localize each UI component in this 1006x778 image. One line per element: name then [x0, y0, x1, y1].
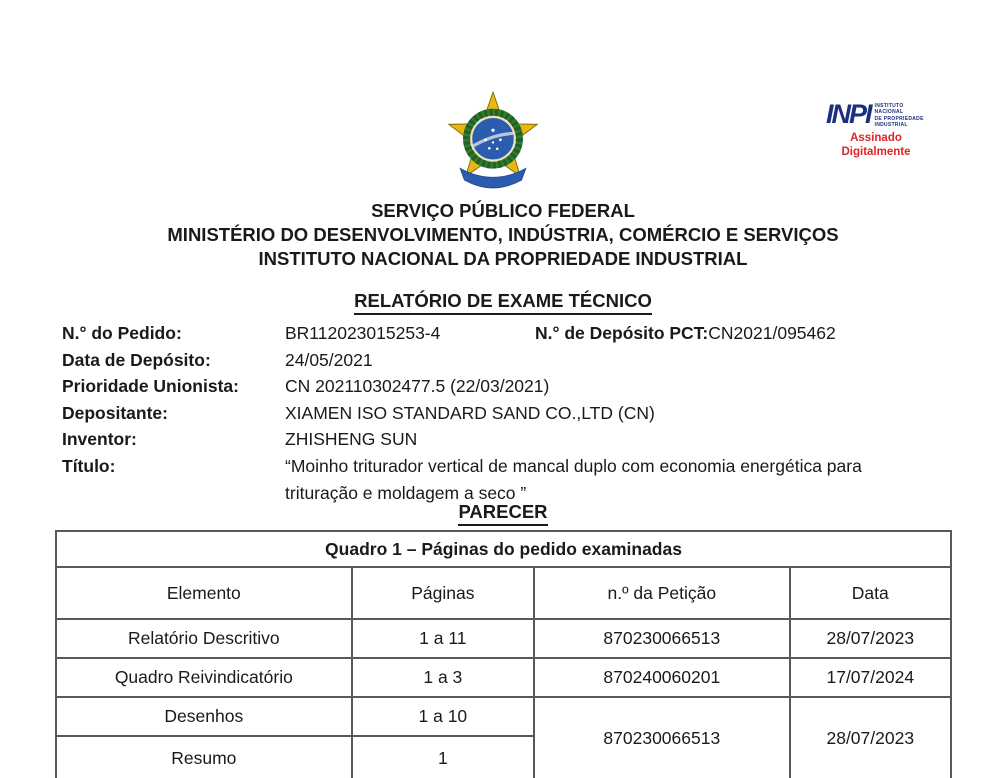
col-header-data: Data: [790, 567, 951, 619]
prioridade-label: Prioridade Unionista:: [62, 376, 239, 397]
table-row: [56, 658, 951, 697]
inpi-org-line1: INSTITUTO: [874, 103, 904, 109]
pct-label: N.° de Depósito PCT:: [535, 323, 709, 343]
inpi-org-line3: DE PROPRIEDADE: [874, 115, 924, 122]
col-header-elemento: Elemento: [56, 567, 352, 619]
pct-value: CN2021/095462: [708, 323, 836, 343]
field-row-pedido: [62, 320, 972, 347]
report-title: RELATÓRIO DE EXAME TÉCNICO: [0, 290, 1006, 315]
titulo-value: “Moinho triturador vertical de mancal duplo com economia energética para trituração e moldagem a seco ”: [285, 455, 862, 503]
cell-element: Desenhos: [56, 697, 352, 736]
cell-date-merged: 28/07/2023: [790, 697, 951, 778]
col-header-peticao: n.º da Petição: [534, 567, 790, 619]
pedido-label: N.° do Pedido:: [62, 323, 182, 343]
field-row-prioridade: [62, 373, 972, 400]
cell-pages: 1 a 10: [352, 697, 534, 736]
cell-pages: 1: [352, 736, 534, 778]
table-row: [56, 697, 951, 736]
depositante-value: XIAMEN ISO STANDARD SAND CO.,LTD (CN): [285, 402, 655, 423]
inpi-logo-icon: INPI: [826, 99, 871, 129]
deposito-label: Data de Depósito:: [62, 349, 211, 370]
pedido-value: BR112023015253-4: [285, 323, 441, 343]
field-row-inventor: [62, 426, 972, 453]
table-title: Quadro 1 – Páginas do pedido examinadas: [56, 531, 951, 567]
inpi-org-text: [875, 103, 924, 128]
inpi-org-line2: NACIONAL: [874, 109, 904, 116]
inventor-value: ZHISHENG SUN: [285, 429, 418, 450]
inventor-label: Inventor:: [62, 429, 137, 450]
cell-petition: 870230066513: [534, 619, 790, 658]
cell-element: Resumo: [56, 736, 352, 778]
government-header: [0, 199, 1006, 271]
inpi-org-line4: INDUSTRIAL: [874, 121, 908, 128]
cell-element: Relatório Descritivo: [56, 619, 352, 658]
cell-pages: 1 a 3: [352, 658, 534, 697]
header-line-instituto: INSTITUTO NACIONAL DA PROPRIEDADE INDUSTRIAL: [258, 248, 748, 269]
parecer-heading: PARECER: [0, 501, 1006, 526]
cell-petition: 870240060201: [534, 658, 790, 697]
field-row-deposito: [62, 347, 972, 374]
bibliographic-fields: [62, 320, 972, 506]
cell-petition-merged: 870230066513: [534, 697, 790, 778]
table-title-row: [56, 531, 951, 567]
examined-pages-table: [55, 530, 952, 778]
inpi-signature-badge: [826, 99, 976, 160]
prioridade-value: CN 202110302477.5 (22/03/2021): [285, 376, 550, 397]
depositante-label: Depositante:: [62, 402, 168, 423]
header-line-ministerio: MINISTÉRIO DO DESENVOLVIMENTO, INDÚSTRIA, COMÉRCIO E SERVIÇOS: [167, 224, 839, 245]
deposito-value: 24/05/2021: [285, 349, 373, 370]
cell-element: Quadro Reivindicatório: [56, 658, 352, 697]
brazil-coat-of-arms-icon: [438, 90, 548, 198]
digitally-signed-label: Assinado Digitalmente: [841, 132, 911, 159]
cell-date: 17/07/2024: [790, 658, 951, 697]
table-row: [56, 619, 951, 658]
cell-pages: 1 a 11: [352, 619, 534, 658]
header-line-servico: SERVIÇO PÚBLICO FEDERAL: [371, 200, 635, 221]
col-header-paginas: Páginas: [352, 567, 534, 619]
titulo-label: Título:: [62, 455, 116, 476]
field-row-titulo: [62, 453, 972, 506]
table-header-row: [56, 567, 951, 619]
field-row-depositante: [62, 400, 972, 427]
cell-date: 28/07/2023: [790, 619, 951, 658]
